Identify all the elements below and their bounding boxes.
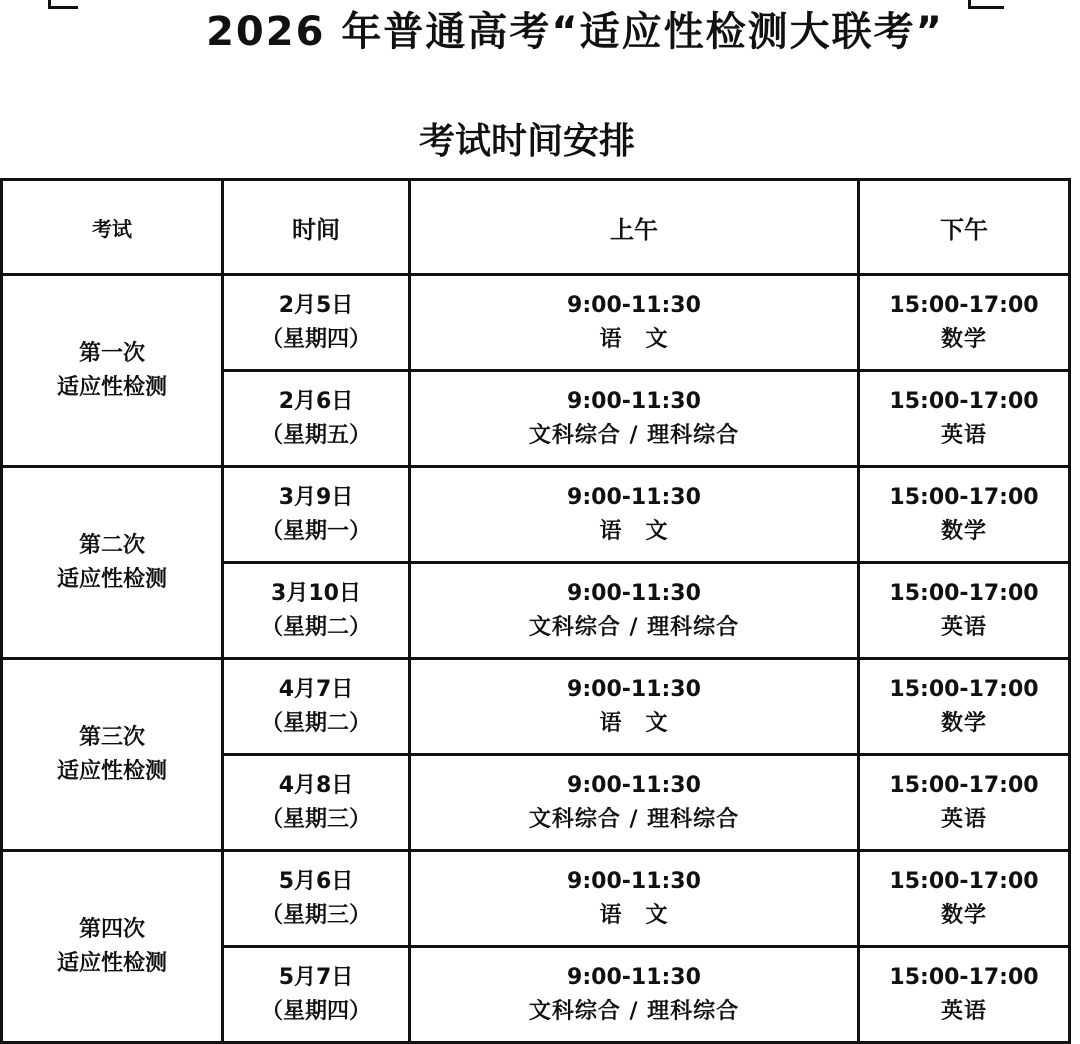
afternoon-cell xyxy=(859,563,1070,659)
morning-cell xyxy=(410,947,859,1043)
morning-time: 9:00-11:30 xyxy=(567,964,701,990)
afternoon-subject: 英语 xyxy=(940,998,987,1024)
weekday-text: （星期五） xyxy=(260,422,371,448)
morning-time: 9:00-11:30 xyxy=(567,772,701,798)
date-text: 2月5日 xyxy=(278,292,354,318)
afternoon-subject: 英语 xyxy=(940,806,987,832)
page-title: 2026 年普通高考“适应性检测大联考” xyxy=(206,9,944,55)
afternoon-cell xyxy=(859,275,1070,371)
table-header-row xyxy=(2,180,1070,275)
afternoon-time: 15:00-17:00 xyxy=(889,676,1039,702)
afternoon-subject: 数学 xyxy=(940,710,987,736)
exam-name-cell xyxy=(2,851,223,1043)
morning-cell xyxy=(410,659,859,755)
afternoon-cell xyxy=(859,371,1070,467)
date-text: 5月6日 xyxy=(278,868,354,894)
morning-subject: 文科综合 / 理科综合 xyxy=(528,614,740,640)
date-cell xyxy=(223,947,410,1043)
morning-cell xyxy=(410,275,859,371)
exam-name-line1: 第三次 xyxy=(78,724,145,750)
afternoon-subject: 数学 xyxy=(940,518,987,544)
exam-name-line1: 第四次 xyxy=(78,916,145,942)
morning-subject: 语 文 xyxy=(599,326,669,352)
date-text: 2月6日 xyxy=(278,388,354,414)
exam-schedule-table xyxy=(0,178,1071,1044)
date-text: 3月9日 xyxy=(278,484,354,510)
afternoon-time: 15:00-17:00 xyxy=(889,772,1039,798)
header-morning: 上午 xyxy=(410,180,859,275)
exam-name-line2: 适应性检测 xyxy=(56,566,167,592)
date-cell xyxy=(223,275,410,371)
afternoon-time: 15:00-17:00 xyxy=(889,292,1039,318)
morning-subject: 语 文 xyxy=(599,902,669,928)
morning-time: 9:00-11:30 xyxy=(567,388,701,414)
morning-time: 9:00-11:30 xyxy=(567,484,701,510)
morning-cell xyxy=(410,563,859,659)
morning-subject: 文科综合 / 理科综合 xyxy=(528,806,740,832)
morning-subject: 文科综合 / 理科综合 xyxy=(528,998,740,1024)
afternoon-time: 15:00-17:00 xyxy=(889,484,1039,510)
exam-name-cell xyxy=(2,659,223,851)
date-cell xyxy=(223,371,410,467)
afternoon-cell xyxy=(859,659,1070,755)
weekday-text: （星期三） xyxy=(260,806,371,832)
weekday-text: （星期一） xyxy=(260,518,371,544)
date-cell xyxy=(223,467,410,563)
date-text: 3月10日 xyxy=(271,580,361,606)
afternoon-time: 15:00-17:00 xyxy=(889,868,1039,894)
morning-time: 9:00-11:30 xyxy=(567,292,701,318)
date-cell xyxy=(223,755,410,851)
morning-cell xyxy=(410,851,859,947)
table-row xyxy=(2,275,1070,371)
date-text: 5月7日 xyxy=(278,964,354,990)
afternoon-time: 15:00-17:00 xyxy=(889,580,1039,606)
date-text: 4月7日 xyxy=(278,676,354,702)
table-row xyxy=(2,467,1070,563)
morning-time: 9:00-11:30 xyxy=(567,676,701,702)
weekday-text: （星期四） xyxy=(260,998,371,1024)
exam-name-line1: 第一次 xyxy=(78,340,145,366)
table-row xyxy=(2,851,1070,947)
morning-subject: 文科综合 / 理科综合 xyxy=(528,422,740,448)
morning-subject: 语 文 xyxy=(599,518,669,544)
afternoon-cell xyxy=(859,851,1070,947)
date-cell xyxy=(223,851,410,947)
morning-time: 9:00-11:30 xyxy=(567,580,701,606)
header-exam: 考试 xyxy=(2,180,223,275)
header-afternoon: 下午 xyxy=(859,180,1070,275)
exam-name-line1: 第二次 xyxy=(78,532,145,558)
schedule-subtitle: 考试时间安排 xyxy=(418,121,635,162)
exam-name-line2: 适应性检测 xyxy=(56,950,167,976)
afternoon-subject: 英语 xyxy=(940,422,987,448)
afternoon-subject: 数学 xyxy=(940,902,987,928)
afternoon-subject: 数学 xyxy=(940,326,987,352)
afternoon-cell xyxy=(859,467,1070,563)
weekday-text: （星期二） xyxy=(260,614,371,640)
exam-name-cell xyxy=(2,467,223,659)
morning-cell xyxy=(410,467,859,563)
afternoon-subject: 英语 xyxy=(940,614,987,640)
afternoon-cell xyxy=(859,755,1070,851)
afternoon-time: 15:00-17:00 xyxy=(889,964,1039,990)
afternoon-cell xyxy=(859,947,1070,1043)
morning-subject: 语 文 xyxy=(599,710,669,736)
weekday-text: （星期三） xyxy=(260,902,371,928)
afternoon-time: 15:00-17:00 xyxy=(889,388,1039,414)
exam-name-line2: 适应性检测 xyxy=(56,374,167,400)
table-row xyxy=(2,659,1070,755)
date-cell xyxy=(223,659,410,755)
exam-name-line2: 适应性检测 xyxy=(56,758,167,784)
weekday-text: （星期二） xyxy=(260,710,371,736)
date-text: 4月8日 xyxy=(278,772,354,798)
morning-time: 9:00-11:30 xyxy=(567,868,701,894)
header-date: 时间 xyxy=(223,180,410,275)
morning-cell xyxy=(410,755,859,851)
weekday-text: （星期四） xyxy=(260,326,371,352)
morning-cell xyxy=(410,371,859,467)
exam-name-cell xyxy=(2,275,223,467)
date-cell xyxy=(223,563,410,659)
